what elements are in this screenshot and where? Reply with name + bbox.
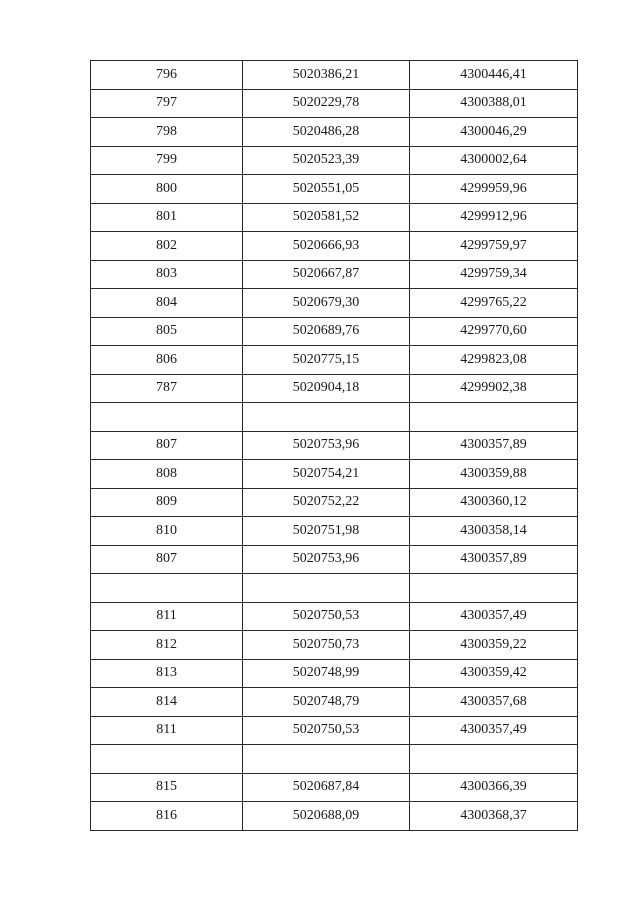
- x-coordinate-cell: 5020904,18: [243, 374, 410, 403]
- y-coordinate-cell: 4300358,14: [410, 517, 578, 546]
- point-number-cell: 807: [91, 545, 243, 574]
- y-coordinate-cell: 4300368,37: [410, 802, 578, 831]
- y-coordinate-cell: 4300446,41: [410, 61, 578, 90]
- point-number-cell: 816: [91, 802, 243, 831]
- point-number-cell: 787: [91, 374, 243, 403]
- y-coordinate-cell: 4300360,12: [410, 488, 578, 517]
- table-row: [91, 317, 578, 346]
- point-number-cell: 803: [91, 260, 243, 289]
- point-number-cell: 800: [91, 175, 243, 204]
- table-row: [91, 260, 578, 289]
- table-row: [91, 488, 578, 517]
- x-coordinate-cell: 5020581,52: [243, 203, 410, 232]
- y-coordinate-cell: 4299770,60: [410, 317, 578, 346]
- point-number-cell: 802: [91, 232, 243, 261]
- table-row: [91, 232, 578, 261]
- x-coordinate-cell: 5020386,21: [243, 61, 410, 90]
- x-coordinate-cell: 5020753,96: [243, 431, 410, 460]
- x-coordinate-cell: 5020689,76: [243, 317, 410, 346]
- point-number-cell: [91, 574, 243, 603]
- y-coordinate-cell: 4299823,08: [410, 346, 578, 375]
- y-coordinate-cell: 4300046,29: [410, 118, 578, 147]
- y-coordinate-cell: 4300388,01: [410, 89, 578, 118]
- x-coordinate-cell: 5020754,21: [243, 460, 410, 489]
- table-row: [91, 773, 578, 802]
- point-number-cell: 808: [91, 460, 243, 489]
- point-number-cell: 813: [91, 659, 243, 688]
- y-coordinate-cell: 4300357,89: [410, 545, 578, 574]
- point-number-cell: 812: [91, 631, 243, 660]
- y-coordinate-cell: 4299902,38: [410, 374, 578, 403]
- y-coordinate-cell: 4299959,96: [410, 175, 578, 204]
- x-coordinate-cell: 5020551,05: [243, 175, 410, 204]
- point-number-cell: [91, 745, 243, 774]
- table-row: [91, 802, 578, 831]
- x-coordinate-cell: 5020750,53: [243, 602, 410, 631]
- y-coordinate-cell: [410, 403, 578, 432]
- y-coordinate-cell: 4300357,89: [410, 431, 578, 460]
- y-coordinate-cell: 4299759,97: [410, 232, 578, 261]
- point-number-cell: 811: [91, 716, 243, 745]
- x-coordinate-cell: 5020688,09: [243, 802, 410, 831]
- y-coordinate-cell: [410, 574, 578, 603]
- y-coordinate-cell: 4300359,88: [410, 460, 578, 489]
- x-coordinate-cell: [243, 574, 410, 603]
- point-number-cell: 810: [91, 517, 243, 546]
- x-coordinate-cell: 5020687,84: [243, 773, 410, 802]
- table-row: [91, 175, 578, 204]
- x-coordinate-cell: 5020486,28: [243, 118, 410, 147]
- table-row: [91, 146, 578, 175]
- point-number-cell: 796: [91, 61, 243, 90]
- table-row: [91, 745, 578, 774]
- x-coordinate-cell: [243, 745, 410, 774]
- x-coordinate-cell: 5020752,22: [243, 488, 410, 517]
- table-row: [91, 61, 578, 90]
- table-row: [91, 688, 578, 717]
- x-coordinate-cell: 5020679,30: [243, 289, 410, 318]
- x-coordinate-cell: 5020775,15: [243, 346, 410, 375]
- x-coordinate-cell: [243, 403, 410, 432]
- y-coordinate-cell: 4300357,49: [410, 716, 578, 745]
- table-row: [91, 659, 578, 688]
- point-number-cell: 797: [91, 89, 243, 118]
- y-coordinate-cell: [410, 745, 578, 774]
- y-coordinate-cell: 4300366,39: [410, 773, 578, 802]
- coordinates-table-body: [91, 61, 578, 831]
- table-row: [91, 346, 578, 375]
- point-number-cell: 809: [91, 488, 243, 517]
- coordinates-table: [90, 60, 578, 831]
- y-coordinate-cell: 4300002,64: [410, 146, 578, 175]
- table-row: [91, 203, 578, 232]
- y-coordinate-cell: 4300357,49: [410, 602, 578, 631]
- x-coordinate-cell: 5020667,87: [243, 260, 410, 289]
- table-row: [91, 574, 578, 603]
- x-coordinate-cell: 5020750,53: [243, 716, 410, 745]
- table-row: [91, 517, 578, 546]
- table-row: [91, 374, 578, 403]
- point-number-cell: 806: [91, 346, 243, 375]
- y-coordinate-cell: 4300357,68: [410, 688, 578, 717]
- x-coordinate-cell: 5020748,99: [243, 659, 410, 688]
- y-coordinate-cell: 4300359,42: [410, 659, 578, 688]
- point-number-cell: 804: [91, 289, 243, 318]
- x-coordinate-cell: 5020748,79: [243, 688, 410, 717]
- table-row: [91, 289, 578, 318]
- y-coordinate-cell: 4299759,34: [410, 260, 578, 289]
- table-row: [91, 631, 578, 660]
- point-number-cell: 807: [91, 431, 243, 460]
- point-number-cell: [91, 403, 243, 432]
- point-number-cell: 815: [91, 773, 243, 802]
- x-coordinate-cell: 5020523,39: [243, 146, 410, 175]
- table-row: [91, 716, 578, 745]
- table-row: [91, 89, 578, 118]
- x-coordinate-cell: 5020753,96: [243, 545, 410, 574]
- point-number-cell: 799: [91, 146, 243, 175]
- x-coordinate-cell: 5020751,98: [243, 517, 410, 546]
- table-row: [91, 431, 578, 460]
- point-number-cell: 805: [91, 317, 243, 346]
- x-coordinate-cell: 5020229,78: [243, 89, 410, 118]
- x-coordinate-cell: 5020666,93: [243, 232, 410, 261]
- table-row: [91, 403, 578, 432]
- table-row: [91, 460, 578, 489]
- point-number-cell: 798: [91, 118, 243, 147]
- point-number-cell: 801: [91, 203, 243, 232]
- y-coordinate-cell: 4300359,22: [410, 631, 578, 660]
- point-number-cell: 811: [91, 602, 243, 631]
- table-row: [91, 602, 578, 631]
- y-coordinate-cell: 4299765,22: [410, 289, 578, 318]
- point-number-cell: 814: [91, 688, 243, 717]
- table-row: [91, 545, 578, 574]
- table-row: [91, 118, 578, 147]
- x-coordinate-cell: 5020750,73: [243, 631, 410, 660]
- y-coordinate-cell: 4299912,96: [410, 203, 578, 232]
